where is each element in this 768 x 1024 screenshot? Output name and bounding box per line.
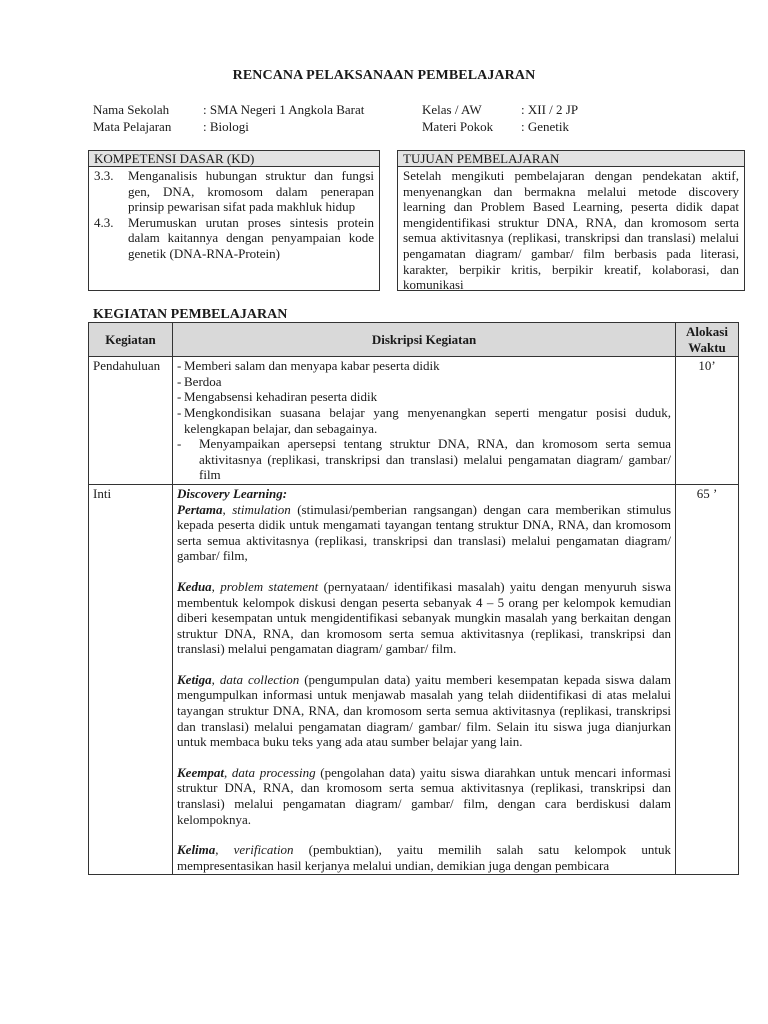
row-name: Pendahuluan xyxy=(89,357,173,485)
kd-item: 4.3. Merumuskan urutan proses sintesis protein dalam kaitannya dengan penyampaian kode genetik (DNA-RNA-Protein) xyxy=(94,214,374,261)
table-header-row xyxy=(89,323,739,357)
info-label: Mata Pelajaran xyxy=(93,119,172,134)
row-description xyxy=(173,357,676,485)
info-left xyxy=(93,101,364,135)
info-value: : XII / 2 JP xyxy=(521,102,579,117)
kegiatan-table xyxy=(88,322,739,875)
list-item: - Menyampaikan apersepsi tentang struktur DNA, RNA, dan kromosom serta semua aktivitasnya (replikasi, transkripsi dan translasi) melalui pengamatan diagram/ gambar/ film xyxy=(177,436,671,483)
kd-box xyxy=(88,150,380,291)
list-item: - Mengkondisikan suasana belajar yang menyenangkan seperti mengatur posisi duduk, kelengkapan belajar, dan sebagainya. xyxy=(177,404,671,436)
step-paragraph: Ketiga, data collection (pengumpulan data) yaitu memberi kesempatan kepada siswa dalam mengumpulkan informasi untuk menjawab masalah yang telah diidentifikasi di atas melalui tayangan struktur DNA, RNA, dan kromosom serta semua aktivitasnya (replikasi, transkripsi dan translasi) melalui pengamatan diagram/ gambar/ film. Selain itu siswa juga dianjurkan untuk membaca buku teks yang ada atau sumber belajar yang lain. xyxy=(177,671,672,750)
tp-text: Setelah mengikuti pembelajaran dengan pendekatan aktif, menyenangkan dan bermakna melalui metode discovery learning dan Problem Based Learning, peserta didik dapat mengidentifikasi struktur DNA, RNA, dan kromosom serta semua aktivitasnya (replikasi, transkripsi dan translasi) melalui pengamatan diagram/ gambar/ film berbasis pada literasi, karakter, berpikir kritis, berpikir kreatif, kolaborasi, dan komunikasi xyxy=(403,168,739,293)
method-heading: Discovery Learning: xyxy=(177,485,288,501)
row-name: Inti xyxy=(89,484,173,874)
info-value: : SMA Negeri 1 Angkola Barat xyxy=(203,102,365,117)
step-paragraph: Kedua, problem statement (pernyataan/ identifikasi masalah) yaitu dengan menyuruh siswa membentuk kelompok diskusi dengan peserta sebanyak 4 – 5 orang per kelompok kemudian diberi kesempatan untuk mengidentifikasi sebanyak mungkin masalah yang berkaitan dengan struktur DNA, RNA, dan kromosom serta semua aktivitasnya (replikasi, transkripsi dan translasi) melalui pengamatan diagram/ gambar/ film. xyxy=(177,578,672,657)
step-paragraph: Keempat, data processing (pengolahan data) yaitu siswa diarahkan untuk mencari informasi struktur DNA, RNA, dan kromosom serta semua aktivitasnya (replikasi, transkripsi dan translasi) melalui pengamatan diagram/ gambar/ film, dengan cara berdiskusi dalam kelompoknya. xyxy=(177,764,671,827)
list-item: - Mengabsensi kehadiran peserta didik xyxy=(177,389,378,405)
step-paragraph: Pertama, stimulation (stimulasi/pemberian rangsangan) dengan cara memberikan stimulus kepada peserta didik untuk mengamati tayangan tentang struktur DNA, RNA, dan kromosom serta semua aktivitasnya (replikasi, transkripsi dan translasi) melalui pengamatan diagram/ gambar/ film, xyxy=(177,501,672,564)
list-item: - Memberi salam dan menyapa kabar peserta didik xyxy=(177,358,440,374)
table-row xyxy=(89,484,739,874)
info-value: : Genetik xyxy=(521,119,570,134)
info-label: Kelas / AW xyxy=(422,102,482,117)
list-item: - Berdoa xyxy=(177,373,222,389)
col-header-diskripsi: Diskripsi Kegiatan xyxy=(173,323,676,357)
info-value: : Biologi xyxy=(203,119,249,134)
section-title: KEGIATAN PEMBELAJARAN xyxy=(93,307,288,322)
tp-box xyxy=(397,150,745,291)
tp-header: TUJUAN PEMBELAJARAN xyxy=(398,151,744,167)
info-right xyxy=(422,101,578,135)
info-label: Nama Sekolah xyxy=(93,102,170,117)
kd-item: 3.3. Menganalisis hubungan struktur dan fungsi gen, DNA, kromosom dalam penerapan prinsip pewarisan sifat pada makhluk hidup xyxy=(94,168,374,215)
kd-header: KOMPETENSI DASAR (KD) xyxy=(89,151,379,167)
row-description xyxy=(173,484,676,874)
row-time: 10’ xyxy=(676,357,739,485)
row-time: 65 ’ xyxy=(676,484,739,874)
table-row xyxy=(89,357,739,485)
step-paragraph: Kelima, verification (pembuktian), yaitu memilih salah satu kelompok untuk mempresentasikan hasil kerjanya melalui undian, demikian juga dengan pembicara xyxy=(177,842,672,873)
info-label: Materi Pokok xyxy=(422,119,494,134)
document-title: RENCANA PELAKSANAAN PEMBELAJARAN xyxy=(232,68,536,83)
col-header-kegiatan: Kegiatan xyxy=(89,323,173,357)
col-header-alokasi: Alokasi Waktu xyxy=(676,323,739,357)
